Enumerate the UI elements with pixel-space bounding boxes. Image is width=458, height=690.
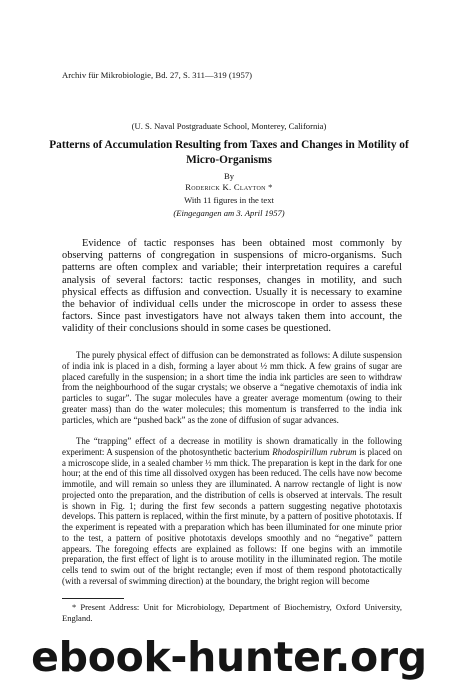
journal-reference: Archiv für Mikrobiologie, Bd. 27, S. 311—319 (1957) (62, 70, 253, 80)
trapping-text-rest: is placed on a microscope slide, in a sealed chamber ½ mm thick. The preparation is kept in the dark for one hour; at the end of this time all dissolved oxygen has been reduced. The cells have now become immotile, and will remain so unless they are illuminated. A narrow rectangle of light is now projected onto the preparation, and the distribution of cells is observed at intervals. The result is shown in Fig. 1; during the first few seconds a pattern suggesting negative phototaxis develops. This pattern is replaced, within the first minute, by a pattern of positive phototaxis. If the experiment is repeated with a preparation which has been illuminated for one minute prior to the test, a pattern of positive phototaxis develops smoothly and no “negative” pattern appears. The foregoing effects are explained as follows: If one begins with an immotile preparation, the first effect of light is to arouse motility in the illuminated region. The motile cells tend to swim out of the bright rectangle; even if most of them respond phototactically (with a reversal of swimming direction) at the boundary, the bright region will become (62, 446, 403, 586)
received-date: (Eingegangen am 3. April 1957) (173, 208, 285, 218)
figures-note: With 11 figures in the text (184, 195, 274, 205)
article-title: Patterns of Accumulation Resulting from Taxes and Changes in Motility of Micro-Organisms (49, 139, 409, 166)
watermark: ebook-hunter.org (31, 633, 427, 681)
trapping-text-start: The “trapping” effect of a decrease in motility is shown dramatically in the following experiment: A suspension of the photosynthetic bacterium (62, 436, 402, 457)
diffusion-paragraph: The purely physical effect of diffusion can be demonstrated as follows: A dilute suspension of india ink is placed in a dish, forming a layer about ½ mm thick. A few grains of sugar are placed carefully in the suspension; in a short time the india ink particles are seen to withdraw from the neighbourhood of the sugar crystals; we observe a “negative chemotaxis of india ink particles to sugar”. The sugar molecules have a greater average momentum (owing to their greater mass) than do the water molecules; this momentum is transferred to the india ink particles, which are “pushed back” as the zone of diffusion of sugar advances. (62, 350, 402, 425)
footnote: * Present Address: Unit for Microbiology, Department of Biochemistry, Oxford University, England. (62, 602, 402, 623)
species-name: Rhodospirillum rubrum (272, 446, 357, 457)
author-name-text: Roderick K. Clayton * (185, 182, 273, 192)
footnote-divider (62, 598, 124, 599)
institution-line: (U. S. Naval Postgraduate School, Monterey, California) (131, 121, 327, 131)
intro-paragraph: Evidence of tactic responses has been obtained most commonly by observing patterns of congregation in suspensions of micro-organisms. Such patterns are often complex and variable; their interpretation requires a careful analysis of several factors: tactic responses, changes in motility, and such physical effects as diffusion and convection. Usually it is necessary to examine the behavior of individual cells under the microscope in order to assess these factors. Since past investigators have not always taken them into account, the validity of their conclusions should in some cases be questioned. (62, 238, 402, 335)
by-line: By (223, 171, 235, 181)
author-name (0, 182, 458, 192)
trapping-paragraph (62, 436, 402, 587)
